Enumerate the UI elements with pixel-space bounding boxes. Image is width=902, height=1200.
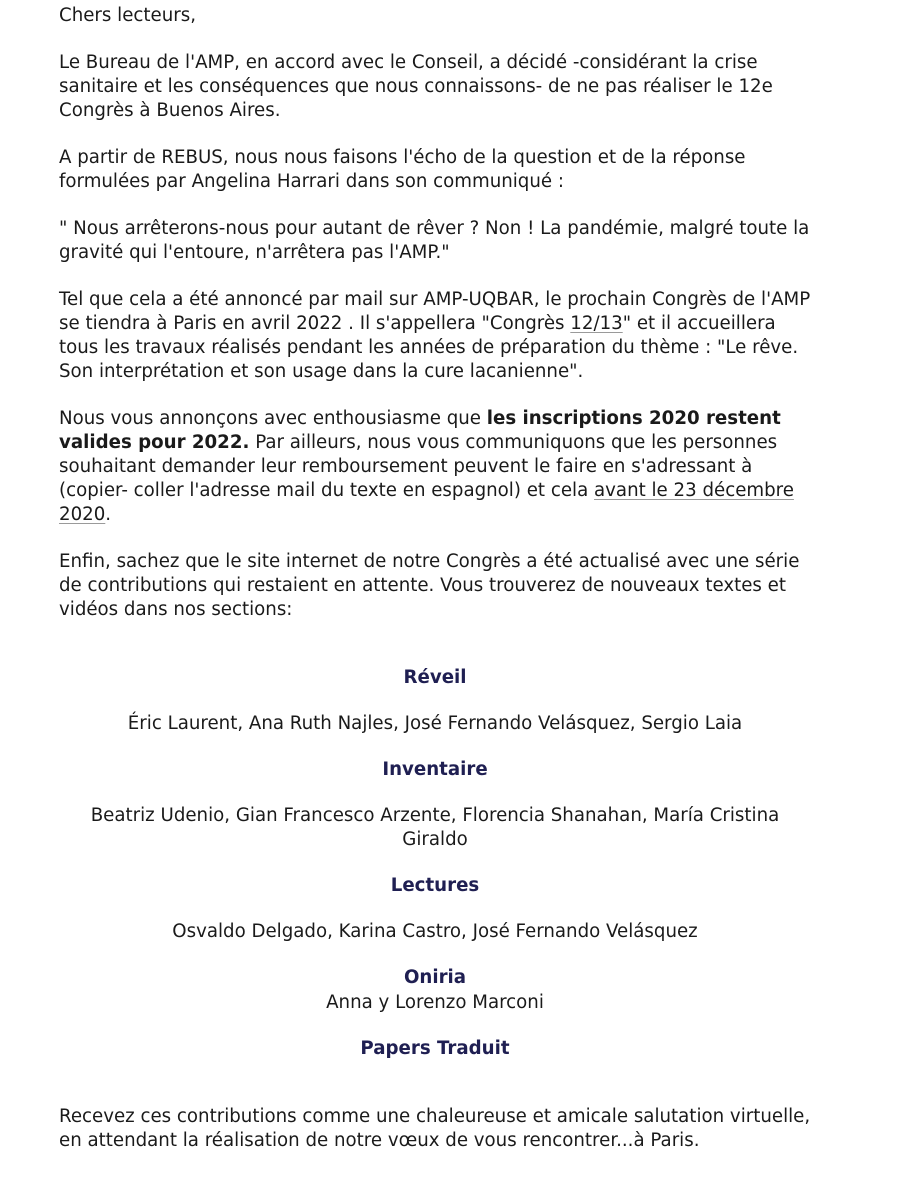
section-title-reveil: Réveil: [403, 667, 467, 688]
registrations-text-end: .: [105, 504, 112, 525]
announcement-text-after: " et il accueillera tous les travaux réalisés pendant les années de préparation du thème : "Le rêve. Son interprétation et son usage dans la cure lacanienne".: [59, 313, 799, 382]
paragraph-quote: " Nous arrêterons-nous pour autant de rêver ? Non ! La pandémie, malgré toute la gravité qui l'entoure, n'arrêtera pas l'AMP.": [59, 218, 810, 263]
section-title-papers-traduit: Papers Traduit: [360, 1038, 510, 1059]
section-title-inventaire: Inventaire: [382, 759, 488, 780]
registrations-text-before: Nous vous annonçons avec enthousiasme que: [59, 408, 487, 429]
section-names-oniria: Anna y Lorenzo Marconi: [326, 992, 544, 1013]
announcement-text-before: Tel que cela a été annoncé par mail sur AMP-UQBAR, le prochain Congrès de l'AMP se tiendra à Paris en avril 2022 . Il s'appellera "Congrès: [59, 289, 811, 334]
registrations-valid-highlight: les inscriptions 2020 restent valides pour 2022.: [59, 408, 781, 453]
section-names-lectures: Osvaldo Delgado, Karina Castro, José Fernando Velásquez: [172, 921, 698, 942]
paragraph-website-update: Enfin, sachez que le site internet de notre Congrès a été actualisé avec une série de contributions qui restaient en attente. Vous trouverez de nouveaux textes et vidéos dans nos sections:: [59, 551, 800, 620]
congress-12-13-link[interactable]: 12/13: [570, 313, 623, 334]
paragraph-paris-announcement: [59, 288, 812, 384]
paragraph-congress-cancelled: Le Bureau de l'AMP, en accord avec le Conseil, a décidé -considérant la crise sanitaire et les conséquences que nous connaissons- de ne pas réaliser le 12e Congrès à Buenos Aires.: [59, 52, 773, 121]
paragraph-registrations: [59, 407, 812, 527]
section-title-lectures: Lectures: [390, 875, 480, 896]
sections-list: [59, 666, 811, 1061]
greeting: Chers lecteurs,: [59, 5, 196, 26]
deadline-link[interactable]: avant le 23 décembre 2020: [59, 480, 794, 525]
section-title-oniria: Oniria: [403, 967, 467, 988]
section-names-inventaire: Beatriz Udenio, Gian Francesco Arzente, Florencia Shanahan, María Cristina Giraldo: [90, 805, 780, 850]
registrations-text-middle: Par ailleurs, nous vous communiquons que les personnes souhaitant demander leur remboursement peuvent le faire en s'adressant à (copier- coller l'adresse mail du texte en espagnol) et cela: [59, 432, 778, 501]
paragraph-rebus: A partir de REBUS, nous nous faisons l'écho de la question et de la réponse formulées par Angelina Harrari dans son communiqué :: [59, 147, 746, 192]
section-names-reveil: Éric Laurent, Ana Ruth Najles, José Fernando Velásquez, Sergio Laia: [127, 713, 743, 734]
closing-paragraph: Recevez ces contributions comme une chaleureuse et amicale salutation virtuelle, en attendant la réalisation de notre vœux de vous rencontrer...à Paris.: [59, 1106, 811, 1151]
